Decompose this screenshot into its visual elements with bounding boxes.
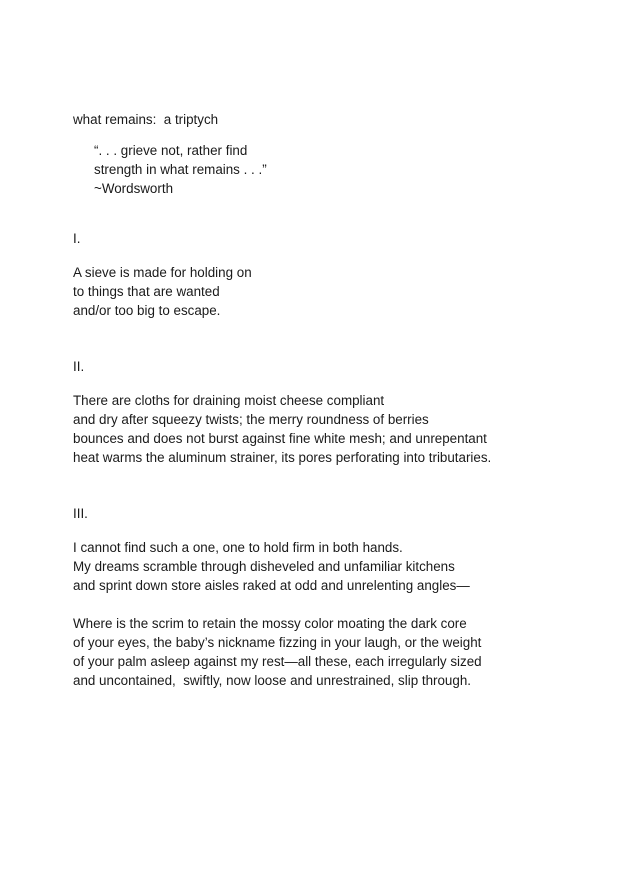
poem-line: of your palm asleep against my rest—all these, each irregularly sized <box>73 654 482 669</box>
section-3-stanza-1 <box>73 538 470 595</box>
epigraph-line: strength in what remains . . .” <box>94 162 267 177</box>
section-1-stanza-1 <box>73 263 252 320</box>
poem-line: and uncontained, swiftly, now loose and unrestrained, slip through. <box>73 673 471 688</box>
epigraph-attribution: ~Wordsworth <box>94 181 174 196</box>
section-numeral-2: II. <box>73 359 85 374</box>
section-numeral-3: III. <box>73 506 88 521</box>
poem-line: There are cloths for draining moist cheese compliant <box>73 393 385 408</box>
poem-line: and/or too big to escape. <box>73 303 221 318</box>
epigraph-line: “. . . grieve not, rather find <box>94 143 248 158</box>
poem-line: and dry after squeezy twists; the merry roundness of berries <box>73 412 429 427</box>
epigraph <box>94 141 267 198</box>
section-2-stanza-1 <box>73 391 491 467</box>
poem-line: I cannot find such a one, one to hold firm in both hands. <box>73 540 403 555</box>
poem-line: Where is the scrim to retain the mossy color moating the dark core <box>73 616 467 631</box>
section-numeral-1: I. <box>73 231 81 246</box>
poem-line: of your eyes, the baby’s nickname fizzing in your laugh, or the weight <box>73 635 482 650</box>
poem-line: bounces and does not burst against fine white mesh; and unrepentant <box>73 431 487 446</box>
poem-line: My dreams scramble through disheveled and unfamiliar kitchens <box>73 559 455 574</box>
poem-line: to things that are wanted <box>73 284 220 299</box>
poem-title: what remains: a triptych <box>73 112 219 127</box>
section-3-stanza-2 <box>73 614 482 690</box>
poem-line: heat warms the aluminum strainer, its pores perforating into tributaries. <box>73 450 492 465</box>
poem-line: and sprint down store aisles raked at odd and unrelenting angles— <box>73 578 470 593</box>
poem-line: A sieve is made for holding on <box>73 265 252 280</box>
